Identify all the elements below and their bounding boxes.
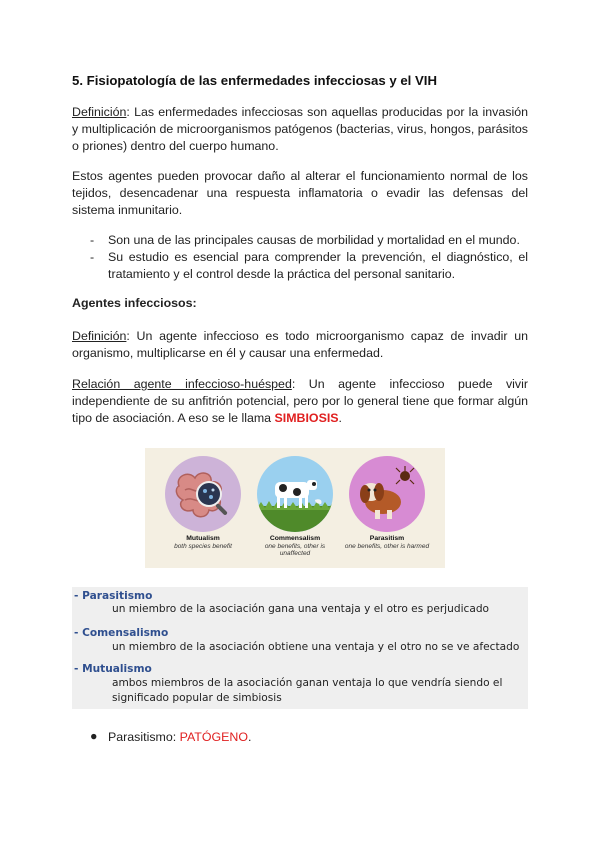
list-item-text: Son una de las principales causas de morbilidad y mortalidad en el mundo. xyxy=(108,233,520,247)
caption-sub: one benefits, other is unaffected xyxy=(264,542,326,557)
caption-title: Parasitism xyxy=(369,535,405,542)
relation-label: Relación agente infeccioso-huésped xyxy=(72,377,292,391)
agent-definition-paragraph xyxy=(72,328,528,362)
dash-marker: - xyxy=(90,250,95,264)
pathogen-highlight: PATÓGENO xyxy=(179,730,248,744)
mutualism-illustration xyxy=(165,456,241,532)
list-item xyxy=(72,232,528,249)
caption-sub: both species benefit xyxy=(174,542,232,550)
symbiosis-figure xyxy=(145,448,445,568)
bullet-text xyxy=(108,730,251,744)
note-title: - Comensalismo xyxy=(74,627,169,639)
bullet-end: . xyxy=(248,730,252,744)
symbiosis-notes-box xyxy=(72,587,528,709)
caption-sub: one benefits, other is harmed xyxy=(344,542,430,550)
caption-commensalism xyxy=(250,535,340,558)
relation-paragraph xyxy=(72,376,528,427)
note-desc: un miembro de la asociación gana una ventaja y el otro es perjudicado xyxy=(112,603,490,615)
definition-text: : Las enfermedades infecciosas son aquellas producidas por la invasión y multiplicación de microorganismos patógenos (bacterias, virus, hongos, parásitos o priones) dentro del cuerpo humano. xyxy=(72,105,528,153)
caption-title: Mutualism xyxy=(186,535,220,542)
section-heading: 5. Fisiopatología de las enfermedades infecciosas y el VIH xyxy=(72,73,437,88)
definition-label: Definición xyxy=(72,105,127,119)
note-desc: ambos miembros de la asociación ganan ventaja lo que vendría siendo el significado popular de simbiosis xyxy=(112,677,503,704)
bullet-marker: ● xyxy=(90,729,98,743)
dash-marker: - xyxy=(90,233,95,247)
agents-heading: Agentes infecciosos: xyxy=(72,296,197,310)
relation-text: : Un agente infeccioso puede vivir independiente de su anfitrión potencial, pero por lo general tiene que formar algún tipo de asociación. A eso se le llama xyxy=(72,377,529,425)
list-item xyxy=(72,249,528,283)
agent-definition-text: : Un agente infeccioso es todo microorganismo capaz de invadir un organismo, multiplicarse en él y causar una enfermedad. xyxy=(72,329,528,360)
caption-parasitism xyxy=(342,535,432,550)
note-title: - Mutualismo xyxy=(74,663,152,675)
caption-title: Commensalism xyxy=(269,535,321,542)
agents-damage-paragraph: Estos agentes pueden provocar daño al alterar el funcionamiento normal de los tejidos, desencadenar una respuesta inflamatoria o evadir las defensas del sistema inmunitario. xyxy=(72,169,528,217)
symbiosis-highlight: SIMBIOSIS xyxy=(274,411,339,425)
list-item-text: Su estudio es esencial para comprender la prevención, el diagnóstico, el tratamiento y el control desde la práctica del personal sanitario. xyxy=(108,250,528,281)
note-title: - Parasitismo xyxy=(74,590,153,602)
note-desc: un miembro de la asociación obtiene una ventaja y el otro no se ve afectado xyxy=(112,641,520,653)
bullet-label: Parasitismo: xyxy=(108,730,180,744)
dash-list xyxy=(72,232,528,283)
agent-definition-label: Definición xyxy=(72,329,127,343)
caption-mutualism xyxy=(158,535,248,550)
commensalism-illustration xyxy=(257,456,333,532)
parasitism-illustration xyxy=(349,456,425,532)
definition-paragraph xyxy=(72,104,528,155)
relation-end: . xyxy=(338,411,342,425)
